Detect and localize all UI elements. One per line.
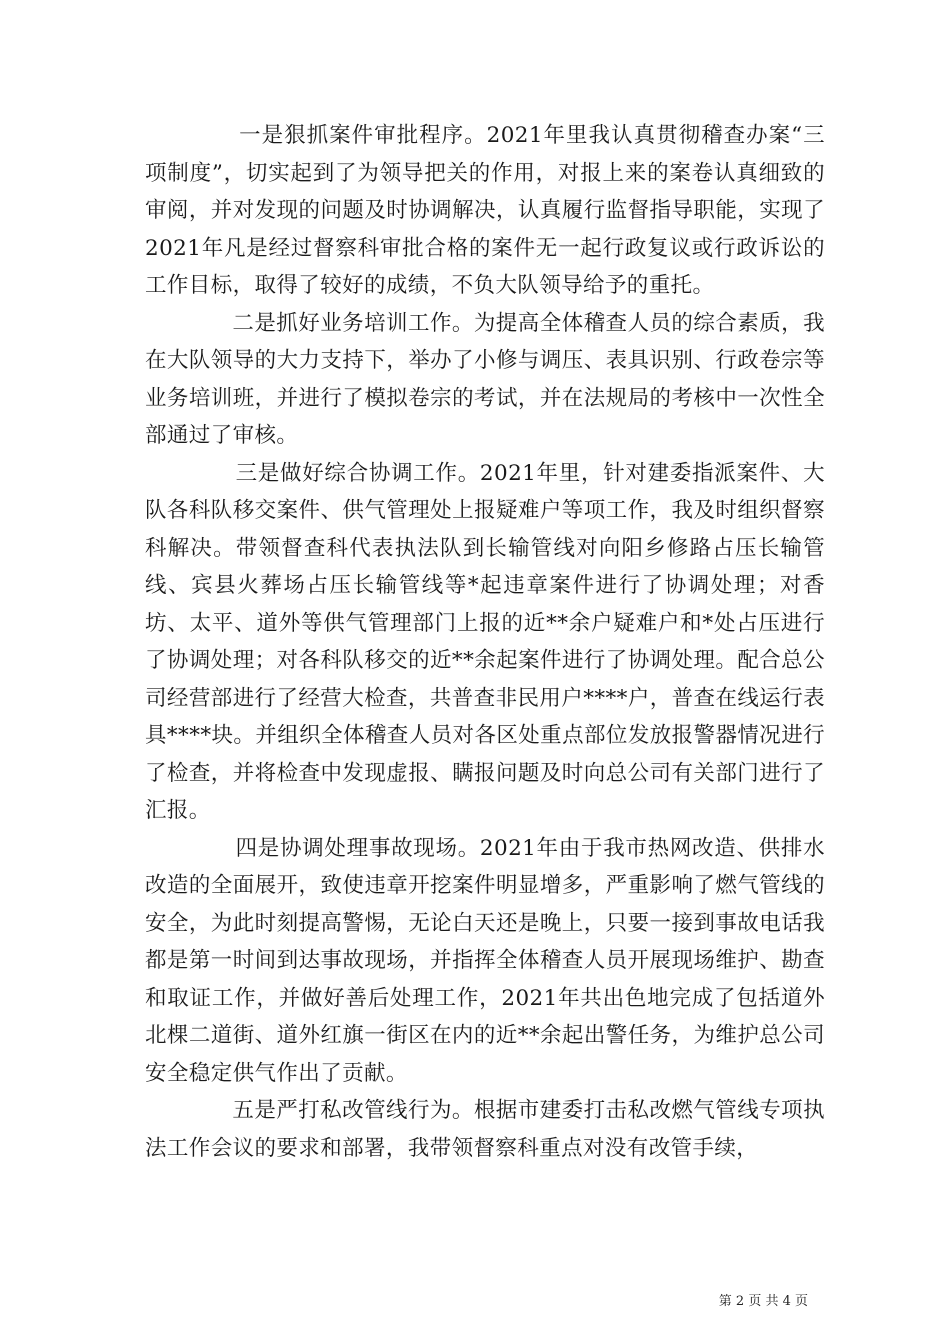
body-text [145,117,825,1167]
paragraph-accident-handling: 四是协调处理事故现场。2021年由于我市热网改造、供排水改造的全面展开，致使违章开挖案件明显增多，严重影响了燃气管线的安全，为此时刻提高警惕，无论白天还是晚上，只要一接到事故电话我都是第一时间到达事故现场，并指挥全体稽查人员开展现场维护、勘查和取证工作，并做好善后处理工作，2021年共出色地完成了包括道外北棵二道街、道外红旗一街区在内的近**余起出警任务，为维护总公司安全稳定供气作出了贡献。 [145,835,826,1086]
paragraph-pipeline-crackdown: 五是严打私改管线行为。根据市建委打击私改燃气管线专项执法工作会议的要求和部署，我带领督察科重点对没有改管手续， [145,1098,825,1161]
paragraph-case-approval: 一是狠抓案件审批程序。2021年里我认真贯彻稽查办案“三项制度”，切实起到了为领导把关的作用，对报上来的案卷认真细致的审阅，并对发现的问题及时协调解决，认真履行监督指导职能，实现了2021年凡是经过督察科审批合格的案件无一起行政复议或行政诉讼的工作目标，取得了较好的成绩，不负大队领导给予的重托。 [145,123,825,298]
paragraph-coordination: 三是做好综合协调工作。2021年里，针对建委指派案件、大队各科队移交案件、供气管理处上报疑难户等项工作，我及时组织督察科解决。带领督查科代表执法队到长输管线对向阳乡修路占压长输管线、宾县火葬场占压长输管线等*起违章案件进行了协调处理；对香坊、太平、道外等供气管理部门上报的近**余户疑难户和*处占压进行了协调处理；对各科队移交的近**余起案件进行了协调处理。配合总公司经营部进行了经营大检查，共普查非民用户****户，普查在线运行表具****块。并组织全体稽查人员对各区处重点部位发放报警器情况进行了检查，并将检查中发现虚报、瞒报问题及时向总公司有关部门进行了汇报。 [145,460,826,823]
paragraph-training: 二是抓好业务培训工作。为提高全体稽查人员的综合素质，我在大队领导的大力支持下，举办了小修与调压、表具识别、行政卷宗等业务培训班，并进行了模拟卷宗的考试，并在法规局的考核中一次性全部通过了审核。 [145,310,825,448]
page-number: 第 2 页 共 4 页 [718,1294,808,1309]
